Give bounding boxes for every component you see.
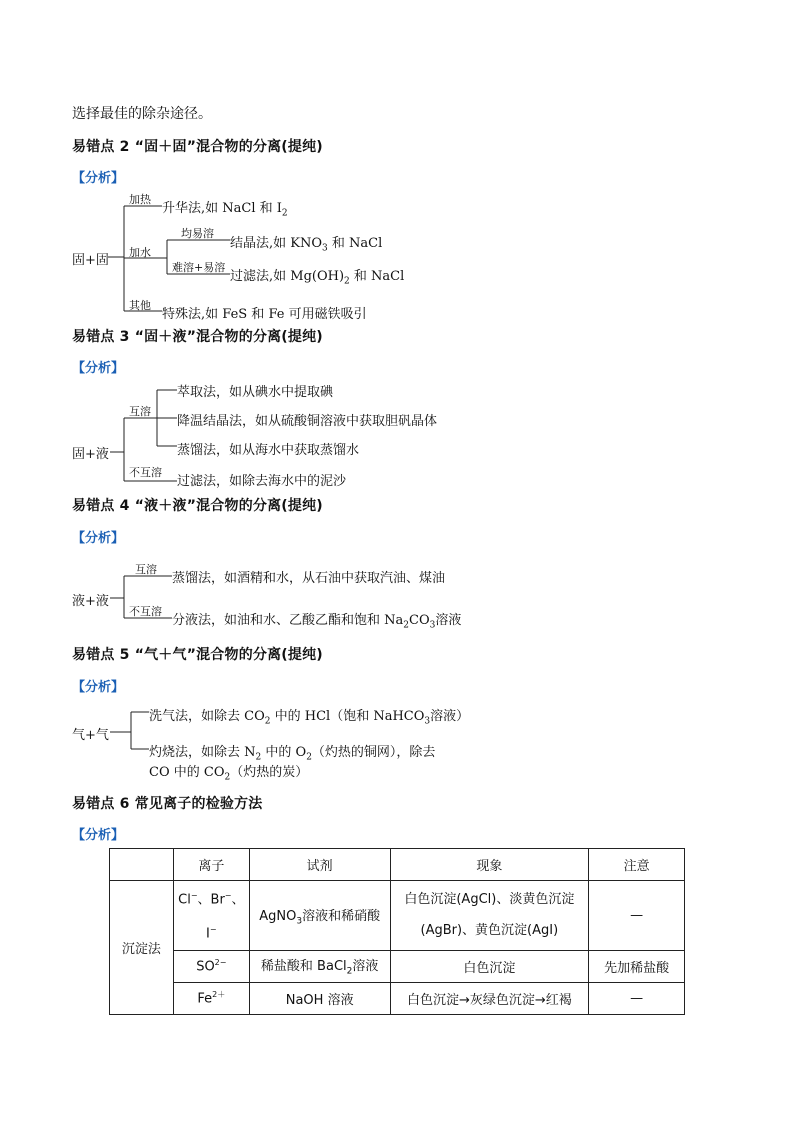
sec4-analysis-tag: 【分析】	[72, 531, 125, 546]
table-header-cell	[110, 849, 174, 881]
sec2-water-sub1-text: 结晶法,如 $KNO_3$ 和 NaCl	[230, 236, 383, 254]
sec2-water-sub2-label: 难溶+易溶	[172, 261, 226, 274]
method-cell: 沉淀法	[110, 881, 174, 1015]
sec2-title: 易错点 2 “固＋固”混合物的分离(提纯)	[72, 139, 323, 155]
sec4-branch-mix: 互溶	[135, 563, 157, 576]
reagent-cell: AgNO$_3$溶液和稀硝酸	[249, 881, 390, 951]
sec4-root: 液+液	[72, 594, 109, 609]
sec6-analysis-tag: 【分析】	[72, 828, 125, 843]
sec3-mix-1: 萃取法，如从碘水中提取碘	[177, 385, 334, 400]
sec3-branch-nomix: 不互溶	[129, 466, 162, 479]
sec3-root: 固+液	[72, 447, 109, 462]
sec2-water-sub2-text: 过滤法,如 $Mg(OH)_2$ 和 NaCl	[230, 269, 405, 287]
sec2-root: 固+固	[72, 253, 109, 268]
table-header-cell: 现象	[390, 849, 589, 881]
sec4-mix-text: 蒸馏法，如酒精和水，从石油中获取汽油、煤油	[172, 571, 446, 586]
sec2-analysis-tag: 【分析】	[72, 171, 125, 186]
sec2-other-text: 特殊法,如 FeS 和 Fe 可用磁铁吸引	[162, 307, 367, 322]
ion-cell: Cl−、Br−、 I−	[173, 881, 249, 951]
note-cell: 先加稀盐酸	[589, 950, 685, 982]
sec2-heat-text: 升华法,如 NaCl 和 $I_2$	[162, 201, 288, 219]
sec5-branch-2-line2: CO 中的 $CO_2$（灼热的炭）	[149, 765, 309, 783]
reagent-cell: 稀盐酸和 BaCl$_2$溶液	[249, 950, 390, 982]
sec3-mix-2: 降温结晶法，如从硫酸铜溶液中获取胆矾晶体	[177, 414, 438, 429]
sec5-title: 易错点 5 “气＋气”混合物的分离(提纯)	[72, 647, 323, 663]
phenomenon-cell: 白色沉淀(AgCl)、淡黄色沉淀 (AgBr)、黄色沉淀(AgI)	[390, 881, 589, 951]
sec4-title: 易错点 4 “液＋液”混合物的分离(提纯)	[72, 498, 323, 514]
table-header-row	[110, 849, 685, 881]
ion-test-table	[109, 848, 685, 1015]
phenomenon-cell: 白色沉淀→灰绿色沉淀→红褐	[390, 982, 589, 1014]
intro-text: 选择最佳的除杂途径。	[72, 106, 212, 122]
table-header-cell: 离子	[173, 849, 249, 881]
sec6-title: 易错点 6 常见离子的检验方法	[72, 796, 263, 812]
table-row	[110, 982, 685, 1014]
sec4-nomix-text: 分液法，如油和水、乙酸乙酯和饱和 $Na_2CO_3$溶液	[172, 613, 462, 631]
sec3-title: 易错点 3 “固＋液”混合物的分离(提纯)	[72, 329, 323, 345]
ion-cell: $SO^{2-}$	[173, 950, 249, 982]
sec5-root: 气+气	[72, 728, 109, 743]
sec2-water-sub1-label: 均易溶	[181, 227, 214, 240]
note-cell: —	[589, 881, 685, 951]
sec2-branch-water: 加水	[129, 246, 151, 259]
table-row	[110, 881, 685, 951]
sec2-branch-heat: 加热	[129, 193, 151, 206]
sec4-branch-nomix: 不互溶	[129, 605, 162, 618]
sec2-branch-other: 其他	[129, 299, 151, 312]
sec3-analysis-tag: 【分析】	[72, 361, 125, 376]
sec3-nomix-text: 过滤法，如除去海水中的泥沙	[177, 474, 347, 489]
sec5-branch-2: 灼烧法，如除去 $N_2$ 中的 $O_2$（灼热的铜网），除去	[149, 745, 436, 763]
table-header-cell: 注意	[589, 849, 685, 881]
ion-cell: $Fe^{2+}$	[173, 982, 249, 1014]
sec5-analysis-tag: 【分析】	[72, 680, 125, 695]
note-cell: —	[589, 982, 685, 1014]
phenomenon-cell: 白色沉淀	[390, 950, 589, 982]
sec3-branch-mix: 互溶	[129, 405, 151, 418]
table-header-cell: 试剂	[249, 849, 390, 881]
table-row	[110, 950, 685, 982]
sec5-branch-1: 洗气法，如除去 $CO_2$ 中的 HCl（饱和 NaHCO$_3$溶液）	[149, 709, 470, 727]
sec3-mix-3: 蒸馏法，如从海水中获取蒸馏水	[177, 443, 360, 458]
reagent-cell: NaOH 溶液	[249, 982, 390, 1014]
